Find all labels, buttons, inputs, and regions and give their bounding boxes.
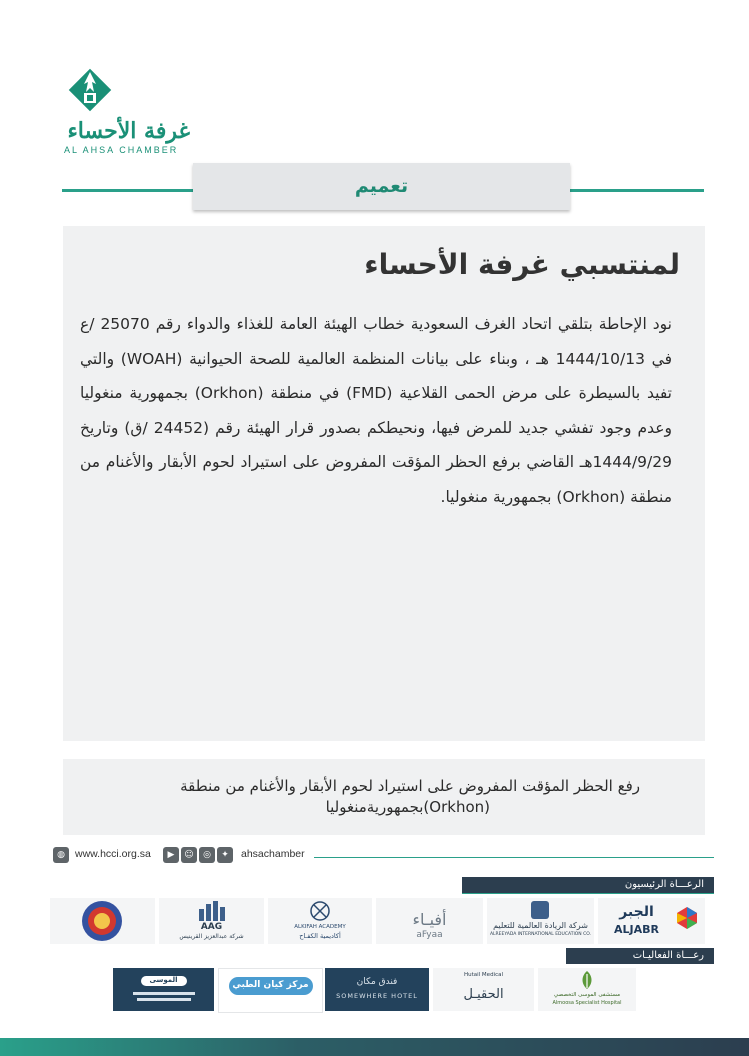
sponsor-logo-badge: [50, 898, 155, 944]
aljabr-logo-icon: [676, 906, 698, 930]
footer-band: [0, 1038, 749, 1056]
aag-logo-icon: [197, 901, 227, 921]
almoosa-logo-line-2: [137, 998, 191, 1001]
contact-divider: [314, 857, 714, 858]
alkifah-logo-icon: [310, 900, 330, 922]
sponsor-logo-almoosa: الموسى: [113, 968, 214, 1011]
sponsor-logo-alreeyada: شركة الريادة العالمية للتعليم ALREEYADA INTERNATIONAL EDUCATION CO.: [487, 898, 594, 944]
sponsor-logo-somewhere-hotel: فندق مكان SOMEWHERE HOTEL: [325, 968, 429, 1011]
sponsor-logo-hutail: Hutail Medical الحقيـل: [433, 968, 534, 1011]
globe-icon[interactable]: ◍: [53, 847, 69, 863]
almoosa-logo-line-1: [133, 992, 195, 995]
sponsor-logo-kayan-medical: مركز كيان الطبي: [218, 968, 323, 1013]
sponsor-logo-alkifah: ALKIFAH ACADEMY أكاديمية الكفـاح: [268, 898, 372, 944]
subject-line-2: (Orkhon)بجمهوريةمنغوليا: [325, 798, 490, 816]
subject-text: [100, 776, 640, 818]
sponsor-logo-afyaa: أفيـاء aFyaa: [376, 898, 483, 944]
logo-arabic-name: غرفة الأحساء: [67, 118, 190, 144]
chamber-logo-mark: [66, 66, 114, 114]
sponsor-badge-icon: [80, 899, 124, 943]
website-link[interactable]: www.hcci.org.sa: [75, 848, 151, 860]
instagram-icon[interactable]: ◎: [199, 847, 215, 863]
twitter-icon[interactable]: ✦: [217, 847, 233, 863]
document-title: تعميم: [193, 163, 570, 210]
snapchat-icon[interactable]: ☺: [181, 847, 197, 863]
letter-greeting: لمنتسبي غرفة الأحساء: [364, 248, 680, 281]
youtube-icon[interactable]: ▶: [163, 847, 179, 863]
sponsor-logo-aljabr: الجبر ALJABR: [598, 898, 705, 944]
sponsor-logo-almoosa-hospital: مستشفى الموسى التخصصي Almoosa Specialist Hospital: [538, 968, 636, 1011]
event-sponsors-title: رعـــاة الفعاليـات: [566, 948, 714, 964]
social-handle[interactable]: ahsachamber: [241, 848, 305, 860]
main-sponsors-title: الرعـــاة الرئيسيون: [462, 877, 714, 893]
alreeyada-logo-icon: [531, 901, 549, 919]
logo-english-name: AL AHSA CHAMBER: [64, 145, 179, 155]
sponsor-logo-aag: AAG شركة عبدالعزيز القرينيس: [159, 898, 264, 944]
almoosa-hospital-logo-icon: [578, 970, 596, 990]
letter-body: نود الإحاطة بتلقي اتحاد الغرف السعودية خطاب الهيئة العامة للغذاء والدواء رقم 25070 /ع في 1444/10/13 هـ ، وبناء على بيانات المنظمة العالمية للصحة الحيوانية (WOAH) والتي تفيد بالسيطرة على مرض الحمى القلاعية (FMD) في منطقة (Orkhon) بجمهورية منغوليا وعدم وجود تفشي جديد للمرض فيها، ونحيطكم بصدور قرار الهيئة رقم (24452 /ق) وتاريخ 1444/9/29هـ القاضي برفع الحظر المؤقت المفروض على استيراد لحوم الأبقار والأغنام من منطقة (Orkhon) بجمهورية منغوليا.: [80, 315, 673, 506]
subject-line-1: رفع الحظر المؤقت المفروض على استيراد لحوم الأبقار والأغنام من منطقة: [180, 777, 640, 795]
